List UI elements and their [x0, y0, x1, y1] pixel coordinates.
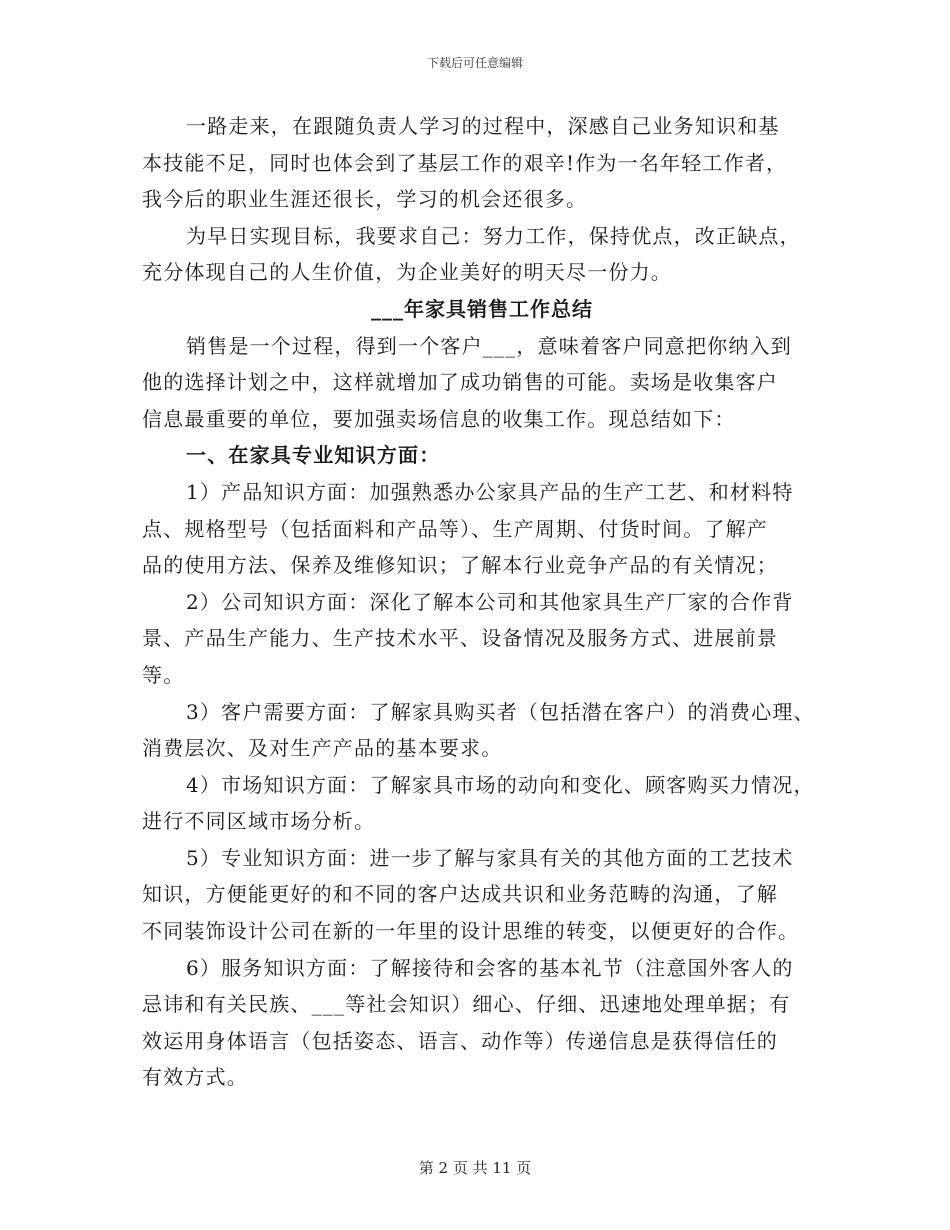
paragraph-line: 他的选择计划之中，这样就增加了成功销售的可能。卖场是收集客户 [142, 370, 778, 395]
paragraph-line: 销售是一个过程，得到一个客户___，意味着客户同意把你纳入到 [186, 333, 792, 358]
paragraph-line: 信息最重要的单位，要加强卖场信息的收集工作。现总结如下： [142, 406, 736, 431]
paragraph-line: 等。 [142, 662, 185, 687]
document-body [142, 108, 822, 1096]
section-title: ___年家具销售工作总结 [371, 296, 593, 321]
paragraph-line: 有效方式。 [142, 1065, 248, 1090]
page-header: 下载后可任意编辑 [426, 56, 523, 70]
paragraph-line: 我今后的职业生涯还很长，学习的机会还很多。 [142, 187, 588, 212]
paragraph-line: 点、规格型号（包括面料和产品等）、生产周期、付货时间。了解产 [142, 516, 768, 541]
paragraph-line: 效运用身体语言（包括姿态、语言、动作等）传递信息是获得信任的 [142, 1028, 778, 1053]
paragraph-line: 为早日实现目标，我要求自己：努力工作，保持优点，改正缺点， [186, 223, 801, 248]
paragraph-line: 1）产品知识方面：加强熟悉办公家具产品的生产工艺、和材料特 [186, 479, 794, 504]
paragraph-line: 6）服务知识方面：了解接待和会客的基本礼节（注意国外客人的 [186, 955, 794, 980]
paragraph-line: 4）市场知识方面：了解家具市场的动向和变化、顾客购买力情况， [186, 772, 815, 797]
paragraph-line: 2）公司知识方面：深化了解本公司和其他家具生产厂家的合作背 [186, 589, 794, 614]
paragraph-line: 进行不同区域市场分析。 [142, 809, 376, 834]
paragraph-line: 充分体现自己的人生价值，为企业美好的明天尽一份力。 [142, 260, 672, 285]
paragraph-line: 一路走来，在跟随负责人学习的过程中，深感自己业务知识和基 [186, 114, 780, 138]
paragraph-line: 景、产品生产能力、生产技术水平、设备情况及服务方式、进展前景 [142, 626, 778, 651]
subsection-heading: 一、在家具专业知识方面： [186, 443, 441, 468]
paragraph-line: 不同装饰设计公司在新的一年里的设计思维的转变，以便更好的合作。 [142, 919, 800, 944]
page-footer: 第 2 页 共 11 页 [418, 1159, 532, 1177]
paragraph-line: 5）专业知识方面：进一步了解与家具有关的其他方面的工艺技术 [186, 845, 794, 870]
paragraph-line: 忌讳和有关民族、___等社会知识）细心、仔细、迅速地处理单据；有 [142, 992, 791, 1017]
paragraph-line: 消费层次、及对生产产品的基本要求。 [142, 736, 503, 761]
paragraph-line: 知识，方便能更好的和不同的客户达成共识和业务范畴的沟通，了解 [142, 882, 778, 907]
paragraph-line: 品的使用方法、保养及维修知识；了解本行业竞争产品的有关情况； [142, 553, 778, 578]
paragraph-line: 3）客户需要方面：了解家具购买者（包括潜在客户）的消费心理、 [186, 699, 815, 724]
paragraph-line: 本技能不足，同时也体会到了基层工作的艰辛!作为一名年轻工作者， [142, 150, 788, 175]
